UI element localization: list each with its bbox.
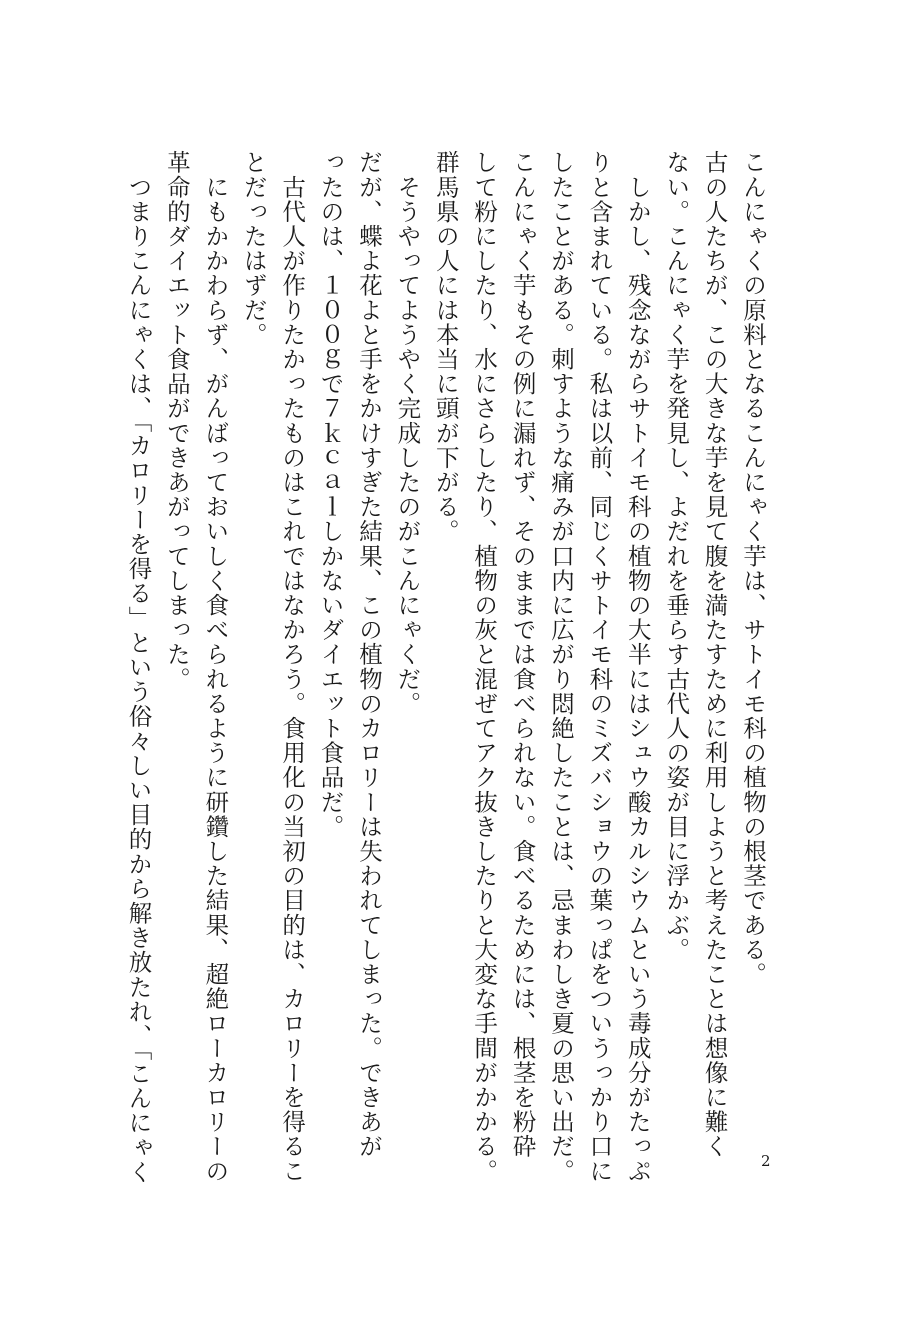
page-number: 2 [761, 1152, 771, 1170]
text-line: しかし、残念ながらサトイモ科の植物の大半にはシュウ酸カルシウムという毒成分がたっぷ [623, 150, 652, 1184]
text-line: こんにゃくの原料となるこんにゃく芋は、サトイモ科の植物の根茎である。 [739, 150, 767, 987]
vertical-text-body [119, 150, 772, 1185]
text-line: そうやってようやく完成したのがこんにゃくだ。 [393, 150, 422, 716]
text-line: ない。こんにゃく芋を発見し、よだれを垂らす古代人の姿が目に浮かぶ。 [662, 150, 691, 962]
text-line: にもかかわらず、がんばっておいしく食べられるように研鑽した結果、超絶ローカロリーの [201, 150, 230, 1184]
text-line: ったのは、１００ｇで７ｋｃａｌしかないダイエット食品だ。 [316, 150, 345, 839]
text-line: 古代人が作りたかったものはこれではなかろう。食用化の当初の目的は、カロリーを得るこ [278, 150, 307, 1184]
text-line: したことがある。刺すような痛みが口内に広がり悶絶したことは、忌まわしき夏の思い出だ。 [546, 150, 575, 1184]
text-line: 革命的ダイエット食品ができあがってしまった。 [162, 150, 191, 692]
text-line: つまりこんにゃくは、「カロリーを得る」という俗々しい目的から解き放たれ、「こんにゃく [124, 150, 153, 1185]
text-line: だが、蝶よ花よと手をかけすぎた結果、この植物のカロリーは失われてしまった。できあが [354, 150, 383, 1159]
text-line: 群馬県の人には本当に頭が下がる。 [431, 150, 460, 544]
text-line: こんにゃく芋もその例に漏れず、そのままでは食べられない。食べるためには、根茎を粉砕 [508, 150, 537, 1159]
text-line: とだったはずだ。 [239, 150, 268, 347]
text-line: りと含まれている。私は以前、同じくサトイモ科のミズバショウの葉っぱをついうっかり口に [585, 150, 614, 1184]
text-line: 古の人たちが、この大きな芋を見て腹を満たすために利用しようと考えたことは想像に難く [700, 150, 729, 1159]
text-line: して粉にしたり、水にさらしたり、植物の灰と混ぜてアク抜きしたりと大変な手間がかかる。 [470, 150, 499, 1184]
